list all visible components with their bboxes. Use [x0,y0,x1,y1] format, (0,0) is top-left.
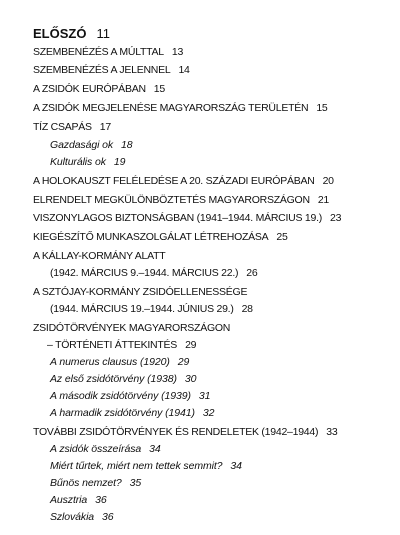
toc-entry [33,231,288,244]
toc-page: 17 [99,121,111,133]
toc-title: ZSIDÓTÖRVÉNYEK MAGYARORSZÁGON [33,322,231,334]
toc-page: 15 [153,83,165,95]
toc-title: – TÖRTÉNETI ÁTTEKINTÉS [47,339,178,351]
toc-page: 15 [316,102,328,114]
toc-title: KIEGÉSZÍTŐ MUNKASZOLGÁLAT LÉTREHOZÁSA [33,231,269,243]
toc-entry-continuation [50,267,257,280]
toc-subentry [50,407,214,420]
toc-subentry [50,460,242,473]
toc-title: Miért tűrtek, miért nem tettek semmit? [50,460,223,472]
toc-title: A ZSIDÓK EURÓPÁBAN [33,83,146,95]
toc-subentry [50,156,125,169]
toc-page: 35 [129,477,142,489]
toc-title: ELŐSZÓ [33,26,87,41]
toc-title: A SZTÓJAY-KORMÁNY ZSIDÓELLENESSÉGE [33,286,248,298]
toc-page: 34 [230,460,242,472]
toc-entry [33,194,329,207]
toc-title: TOVÁBBI ZSIDÓTÖRVÉNYEK ÉS RENDELETEK (1942–1944) [33,426,319,438]
toc-subentry [50,477,141,490]
toc-page: 36 [102,511,114,523]
toc-title: Kulturális ok [50,156,106,168]
toc-title: Bűnös nemzet? [50,477,122,489]
toc-entry [33,426,337,439]
toc-title: A második zsidótörvény (1939) [50,390,191,402]
toc-page: 36 [95,494,107,506]
toc-page: 18 [121,139,133,151]
toc-subentry [50,443,161,456]
toc-page: 21 [317,194,329,206]
toc-page: 28 [241,303,253,315]
toc-page: 19 [113,156,126,168]
toc-entry [33,83,165,96]
toc-title: Gazdasági ok [50,139,114,151]
toc-page: 31 [198,390,211,402]
toc-page: 32 [202,407,215,419]
toc-entry [33,212,341,225]
toc-page: 33 [326,426,338,438]
toc-entry-continuation [50,303,253,316]
toc-subentry [50,494,107,507]
toc-entry [33,322,230,335]
toc-title: Az első zsidótörvény (1938) [50,373,177,385]
toc-title: (1944. MÁRCIUS 19.–1944. JÚNIUS 29.) [50,303,234,315]
toc-title: ELRENDELT MEGKÜLÖNBÖZTETÉS MAGYARORSZÁGON [33,194,310,206]
toc-page: 29 [185,339,197,351]
toc-title: A numerus clausus (1920) [50,356,170,368]
toc-page: 20 [322,175,334,187]
toc-entry [33,286,247,299]
toc-entry [33,102,328,115]
toc-page: 34 [149,443,161,455]
toc-entry [33,175,334,188]
toc-title: SZEMBENÉZÉS A MÚLTTAL [33,46,164,58]
toc-subentry [50,511,114,524]
toc-entry-foreword [33,27,110,40]
toc-title: A HOLOKAUSZT FELÉLEDÉSE A 20. SZÁZADI EURÓPÁBAN [33,175,315,187]
toc-entry [33,121,111,134]
toc-title: TÍZ CSAPÁS [33,121,92,133]
toc-title: SZEMBENÉZÉS A JELENNEL [33,64,171,76]
toc-page: 26 [246,267,258,279]
toc-page: 29 [177,356,190,368]
toc-page: 30 [184,373,197,385]
toc-subentry [50,390,210,403]
toc-title: A zsidók összeírása [50,443,142,455]
toc-title: A ZSIDÓK MEGJELENÉSE MAGYARORSZÁG TERÜLETÉN [33,102,309,114]
toc-title: Ausztria [50,494,88,506]
toc-entry [33,250,165,263]
toc-title: A KÁLLAY-KORMÁNY ALATT [33,250,166,262]
toc-title: Szlovákia [50,511,95,523]
toc-page: 11 [96,26,110,41]
toc-title: A harmadik zsidótörvény (1941) [50,407,195,419]
toc-title: VISZONYLAGOS BIZTONSÁGBAN (1941–1944. MÁRCIUS 19.) [33,212,322,224]
toc-entry-continuation [47,339,196,352]
toc-subentry [50,373,196,386]
toc-page: 13 [171,46,184,58]
toc-title: (1942. MÁRCIUS 9.–1944. MÁRCIUS 22.) [50,267,239,279]
toc-entry [33,46,183,59]
toc-page: 14 [178,64,190,76]
toc-page: 25 [276,231,288,243]
toc-subentry [50,356,189,369]
toc-page: 23 [330,212,342,224]
toc-subentry [50,139,133,152]
toc-entry [33,64,190,77]
